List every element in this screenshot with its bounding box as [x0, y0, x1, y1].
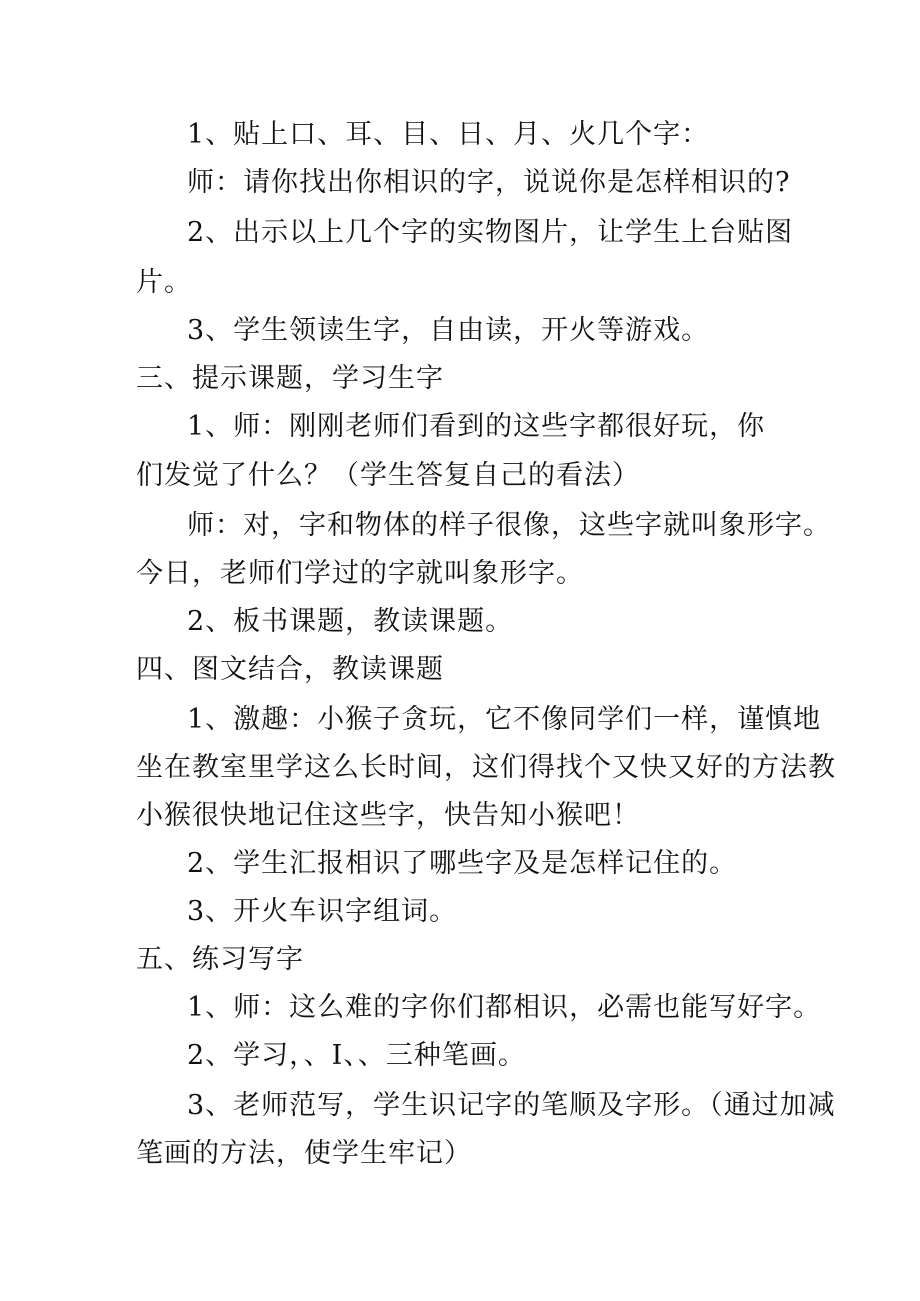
paragraph-line: 3、开火车识字组词。	[187, 896, 458, 927]
paragraph-line: 1、师：这么难的字你们都相识，必需也能写好字。	[187, 992, 822, 1023]
paragraph-line: 1、贴上口、耳、目、日、月、火几个字：	[187, 119, 710, 150]
section-heading: 三、提示课题，学习生字	[136, 363, 444, 394]
paragraph-line: 2、板书课题，教读课题。	[187, 606, 514, 637]
paragraph-line: 2、学生汇报相识了哪些字及是怎样记住的。	[187, 848, 738, 879]
paragraph-line: 们发觉了什么？（学生答复自己的看法）	[136, 460, 640, 491]
paragraph-line: 今日，老师们学过的字就叫象形字。	[136, 558, 584, 589]
paragraph-line: 1、激趣：小猴子贪玩，它不像同学们一样，谨慎地	[187, 704, 822, 735]
paragraph-line: 师：对，字和物体的样子很像，这些字就叫象形字。	[187, 510, 831, 541]
paragraph-line: 2、学习，、I、、三种笔画。	[187, 1040, 526, 1071]
section-heading: 五、练习写字	[136, 944, 304, 975]
paragraph-line: 片。	[136, 267, 192, 298]
paragraph-line: 师：请你找出你相识的字，说说你是怎样相识的?	[187, 167, 791, 198]
paragraph-line: 1、师：刚刚老师们看到的这些字都很好玩，你	[187, 411, 766, 442]
paragraph-line: 3、学生领读生字，自由读，开火等游戏。	[187, 315, 710, 346]
paragraph-line: 笔画的方法，使学生牢记）	[136, 1138, 472, 1169]
paragraph-line: 2、出示以上几个字的实物图片，让学生上台贴图	[187, 217, 794, 248]
paragraph-line: 坐在教室里学这么长时间，这们得找个又快又好的方法教	[136, 752, 836, 783]
paragraph-line: 3、老师范写，学生识记字的笔顺及字形。（通过加减	[187, 1090, 836, 1121]
paragraph-line: 小猴很快地记住这些字，快告知小猴吧！	[136, 800, 640, 831]
section-heading: 四、图文结合，教读课题	[136, 654, 444, 685]
